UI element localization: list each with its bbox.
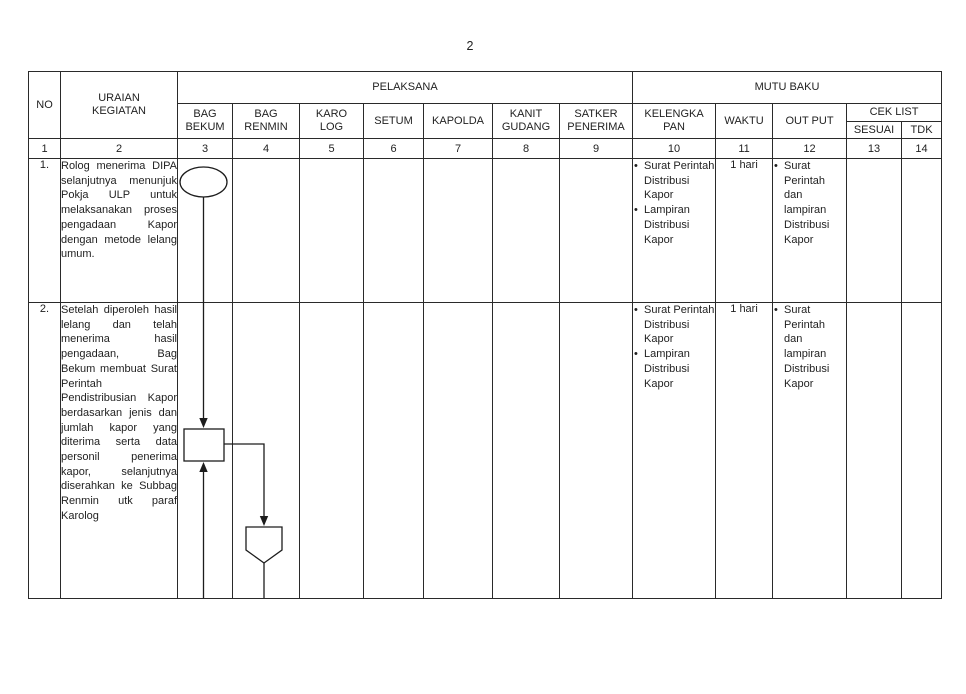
header-cell-uraian-kegiatan: URAIAN KEGIATAN <box>61 72 178 139</box>
header-cell-no: NO <box>29 72 61 139</box>
col-number-8: 8 <box>493 139 560 159</box>
row1-flow-cell-satker-penerima <box>560 159 633 303</box>
row2-flow-cell-satker-penerima <box>560 303 633 599</box>
row2-flow-cell-kanit-gudang <box>493 303 560 599</box>
col-number-13: 13 <box>847 139 902 159</box>
col-number-11: 11 <box>716 139 773 159</box>
header-cell-bag-bekum: BAG BEKUM <box>178 104 233 139</box>
row1-no-cell: 1. <box>29 159 61 303</box>
row2-out-put-cell <box>773 303 847 599</box>
table-row-1 <box>29 159 942 303</box>
header-cell-cek-list: CEK LIST <box>847 104 942 122</box>
row1-uraian-cell: Rolog menerima DIPA selanjutnya menunjuk Pokja ULP untuk melaksanakan proses pengadaan Kapor dengan metode lelang umum. <box>61 159 178 303</box>
row2-cek-sesuai-cell <box>847 303 902 599</box>
row1-waktu-cell: 1 hari <box>716 159 773 303</box>
kelengkapan-item: • Lampiran Distribusi Kapor <box>633 203 715 247</box>
row2-cek-tdk-cell <box>902 303 942 599</box>
header-cell-karo-log: KARO LOG <box>300 104 364 139</box>
row1-flow-cell-kapolda <box>424 159 493 303</box>
out-put-item: • Surat Perintah dan lampiran Distribusi Kapor <box>773 303 846 391</box>
kelengkapan-item: • Surat Perintah Distribusi Kapor <box>633 303 715 347</box>
row2-kelengkapan-cell <box>633 303 716 599</box>
row1-flow-cell-bag-renmin <box>233 159 300 303</box>
row2-waktu-cell: 1 hari <box>716 303 773 599</box>
col-number-9: 9 <box>560 139 633 159</box>
row2-flow-cell-bag-bekum <box>178 303 233 599</box>
header-cell-kelengkapan: KELENGKA PAN <box>633 104 716 139</box>
column-numbers-row <box>29 139 942 159</box>
header-cell-waktu: WAKTU <box>716 104 773 139</box>
table-row-2 <box>29 303 942 599</box>
col-number-14: 14 <box>902 139 942 159</box>
row1-flow-cell-karo-log <box>300 159 364 303</box>
row1-flow-cell-kanit-gudang <box>493 159 560 303</box>
header-cell-pelaksana: PELAKSANA <box>178 72 633 104</box>
kelengkapan-item: • Lampiran Distribusi Kapor <box>633 347 715 391</box>
header-cell-out-put: OUT PUT <box>773 104 847 139</box>
row1-cek-sesuai-cell <box>847 159 902 303</box>
row2-flow-cell-kapolda <box>424 303 493 599</box>
col-number-10: 10 <box>633 139 716 159</box>
header-cell-tdk: TDK <box>902 122 942 139</box>
kelengkapan-item: • Surat Perintah Distribusi Kapor <box>633 159 715 203</box>
row2-uraian-cell: Setelah diperoleh hasil lelang dan telah menerima hasil pengadaan, Bag Bekum membuat Surat Perintah Pendistribusian Kapor berdasarkan jenis dan jumlah kapor yang diterima serta data personil penerima kapor, selanjutnya diserahkan ke Subbag Renmin utk paraf Karolog <box>61 303 178 599</box>
col-number-12: 12 <box>773 139 847 159</box>
header-cell-sesuai: SESUAI <box>847 122 902 139</box>
col-number-1: 1 <box>29 139 61 159</box>
header-cell-setum: SETUM <box>364 104 424 139</box>
col-number-2: 2 <box>61 139 178 159</box>
col-number-4: 4 <box>233 139 300 159</box>
row1-out-put-cell <box>773 159 847 303</box>
sop-table <box>28 71 942 599</box>
header-cell-satker-penerima: SATKER PENERIMA <box>560 104 633 139</box>
row1-kelengkapan-cell <box>633 159 716 303</box>
out-put-item: • Surat Perintah dan lampiran Distribusi Kapor <box>773 159 846 247</box>
row2-flow-cell-karo-log <box>300 303 364 599</box>
col-number-3: 3 <box>178 139 233 159</box>
row1-cek-tdk-cell <box>902 159 942 303</box>
col-number-7: 7 <box>424 139 493 159</box>
row2-flow-cell-setum <box>364 303 424 599</box>
col-number-6: 6 <box>364 139 424 159</box>
header-cell-bag-renmin: BAG RENMIN <box>233 104 300 139</box>
header-cell-mutu-baku: MUTU BAKU <box>633 72 942 104</box>
header-cell-kapolda: KAPOLDA <box>424 104 493 139</box>
row2-no-cell: 2. <box>29 303 61 599</box>
row1-flow-cell-setum <box>364 159 424 303</box>
col-number-5: 5 <box>300 139 364 159</box>
page-number: 2 <box>466 39 474 53</box>
row1-flow-cell-bag-bekum <box>178 159 233 303</box>
row2-flow-cell-bag-renmin <box>233 303 300 599</box>
header-cell-kanit-gudang: KANIT GUDANG <box>493 104 560 139</box>
